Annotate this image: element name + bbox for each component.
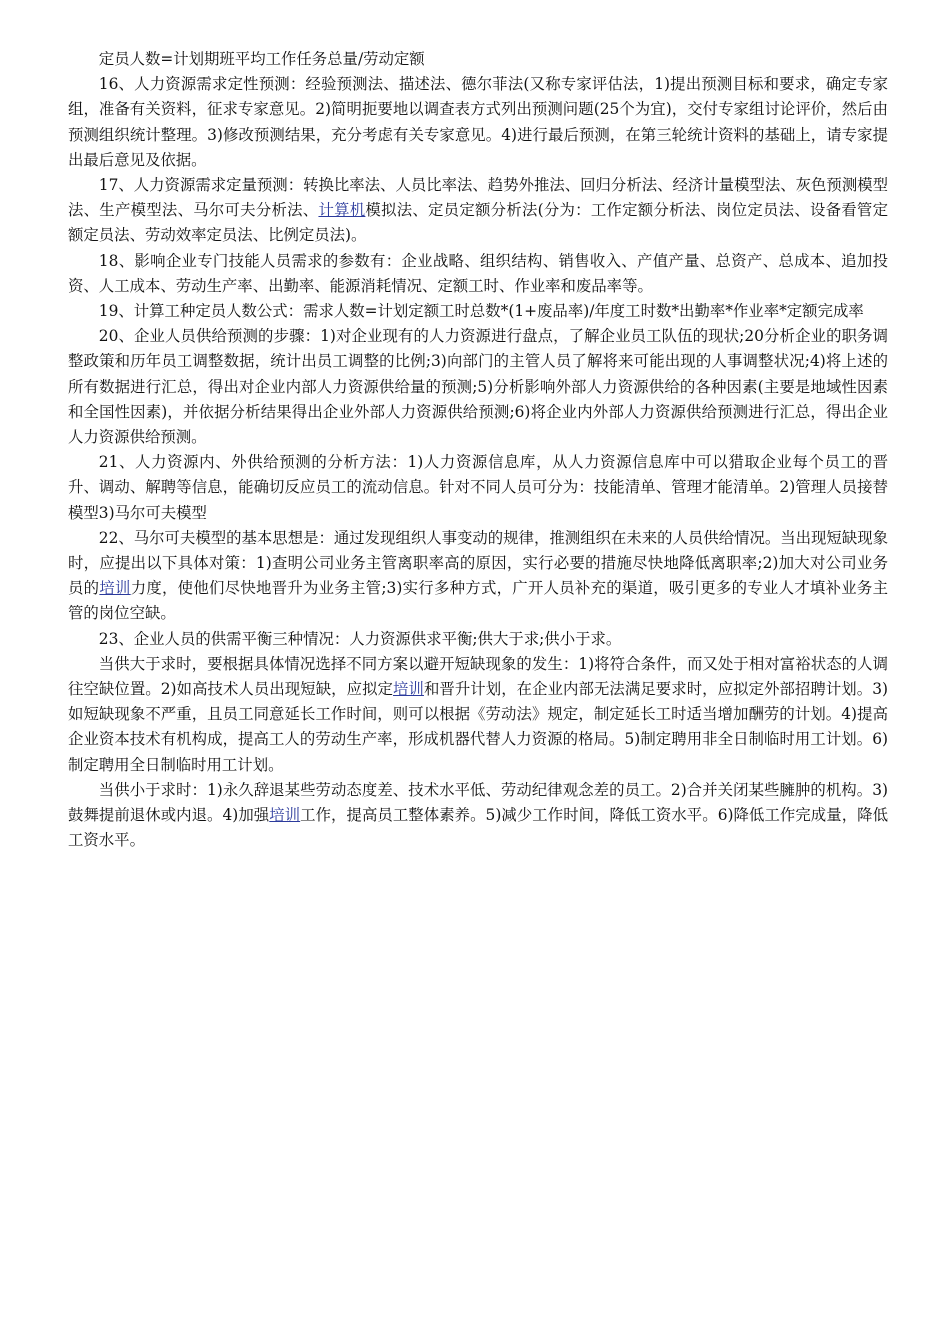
paragraph	[68, 299, 888, 324]
hyperlink[interactable]: 培训	[269, 806, 301, 825]
paragraph-text: 力度，使他们尽快地晋升为业务主管;3)实行多种方式，广开人员补充的渠道，吸引更多的专业人才填补业务主管的岗位空缺。	[68, 579, 888, 623]
paragraph	[68, 450, 888, 526]
paragraph-text: 定员人数=计划期班平均工作任务总量/劳动定额	[98, 50, 425, 68]
paragraph-text: 当供小于求时：1)永久辞退某些劳动态度差、技术水平低、劳动纪律观念差的员工。2)合并关闭某些臃肿的机构。3)鼓舞提前退休或内退。4)加强	[68, 780, 888, 825]
paragraph-text: 模拟法、定员定额分析法(分为：工作定额分析法、岗位定员法、设备看管定额定员法、劳动效率定员法、比例定员法)。	[68, 201, 888, 245]
paragraph-text: 工作，提高员工整体素养。5)减少工作时间，降低工资水平。6)降低工作完成量，降低工资水平。	[68, 806, 888, 850]
paragraph-text: 21、人力资源内、外供给预测的分析方法：1)人力资源信息库，从人力资源信息库中可以猎取企业每个员工的晋升、调动、解聘等信息，能确切反应员工的流动信息。针对不同人员可分为：技能清单、管理才能清单。2)管理人员接替模型3)马尔可夫模型	[68, 453, 888, 522]
hyperlink[interactable]: 培训	[99, 579, 131, 598]
paragraph	[68, 72, 888, 173]
paragraph	[68, 173, 888, 249]
paragraph	[68, 526, 888, 627]
paragraph-text: 19、计算工种定员人数公式：需求人数=计划定额工时总数*(1+废品率)/年度工时数*出勤率*作业率*定额完成率	[98, 302, 864, 321]
paragraph	[68, 249, 888, 299]
paragraph	[68, 778, 888, 854]
paragraph-text: 23、企业人员的供需平衡三种情况：人力资源供求平衡;供大于求;供小于求。	[98, 629, 622, 648]
paragraph-text: 16、人力资源需求定性预测：经验预测法、描述法、德尔菲法(又称专家评估法，1)提出预测目标和要求，确定专家组，准备有关资料，征求专家意见。2)简明扼要地以调查表方式列出预测问题(25个为宜)，交付专家组讨论评价，然后由预测组织统计整理。3)修改预测结果，充分考虑有关专家意见。4)进行最后预测，在第三轮统计资料的基础上，请专家提出最后意见及依据。	[68, 75, 888, 169]
paragraph	[68, 47, 888, 72]
paragraph-text: 22、马尔可夫模型的基本思想是：通过发现组织人事变动的规律，推测组织在未来的人员供给情况。当出现短缺现象时，应提出以下具体对策：1)查明公司业务主管离职率高的原因，实行必要的措施尽快地降低离职率;2)加大对公司业务员的	[68, 528, 888, 598]
document-body	[68, 47, 888, 854]
document-page	[68, 47, 888, 854]
hyperlink[interactable]: 培训	[393, 680, 424, 699]
paragraph-text: 17、人力资源需求定量预测：转换比率法、人员比率法、趋势外推法、回归分析法、经济计量模型法、灰色预测模型法、生产模型法、马尔可夫分析法、	[68, 176, 888, 220]
paragraph-text: 和晋升计划，在企业内部无法满足要求时，应拟定外部招聘计划。3)如短缺现象不严重，且员工同意延长工作时间，则可以根据《劳动法》规定，制定延长工时适当增加酬劳的计划。4)提高企业资本技术有机构成，提高工人的劳动生产率，形成机器代替人力资源的格局。5)制定聘用非全日制临时用工计划。6)制定聘用全日制临时用工计划。	[68, 680, 888, 774]
hyperlink[interactable]: 计算机	[318, 201, 366, 220]
paragraph-text: 18、影响企业专门技能人员需求的参数有：企业战略、组织结构、销售收入、产值产量、总资产、总成本、追加投资、人工成本、劳动生产率、出勤率、能源消耗情况、定额工时、作业率和废品率等。	[68, 251, 888, 295]
paragraph	[68, 627, 888, 652]
paragraph	[68, 324, 888, 450]
paragraph-text: 20、企业人员供给预测的步骤：1)对企业现有的人力资源进行盘点，了解企业员工队伍的现状;20分析企业的职务调整政策和历年员工调整数据，统计出员工调整的比例;3)向部门的主管人员了解将来可能出现的人事调整状况;4)将上述的所有数据进行汇总，得出对企业内部人力资源供给量的预测;5)分析影响外部人力资源供给的各种因素(主要是地域性因素和全国性因素)，并依据分析结果得出企业外部人力资源供给预测;6)将企业内外部人力资源供给预测进行汇总，得出企业人力资源供给预测。	[68, 327, 888, 447]
paragraph-text: 当供大于求时，要根据具体情况选择不同方案以避开短缺现象的发生：1)将符合条件，而又处于相对富裕状态的人调往空缺位置。2)如高技术人员出现短缺，应拟定	[68, 654, 888, 699]
paragraph	[68, 652, 888, 778]
